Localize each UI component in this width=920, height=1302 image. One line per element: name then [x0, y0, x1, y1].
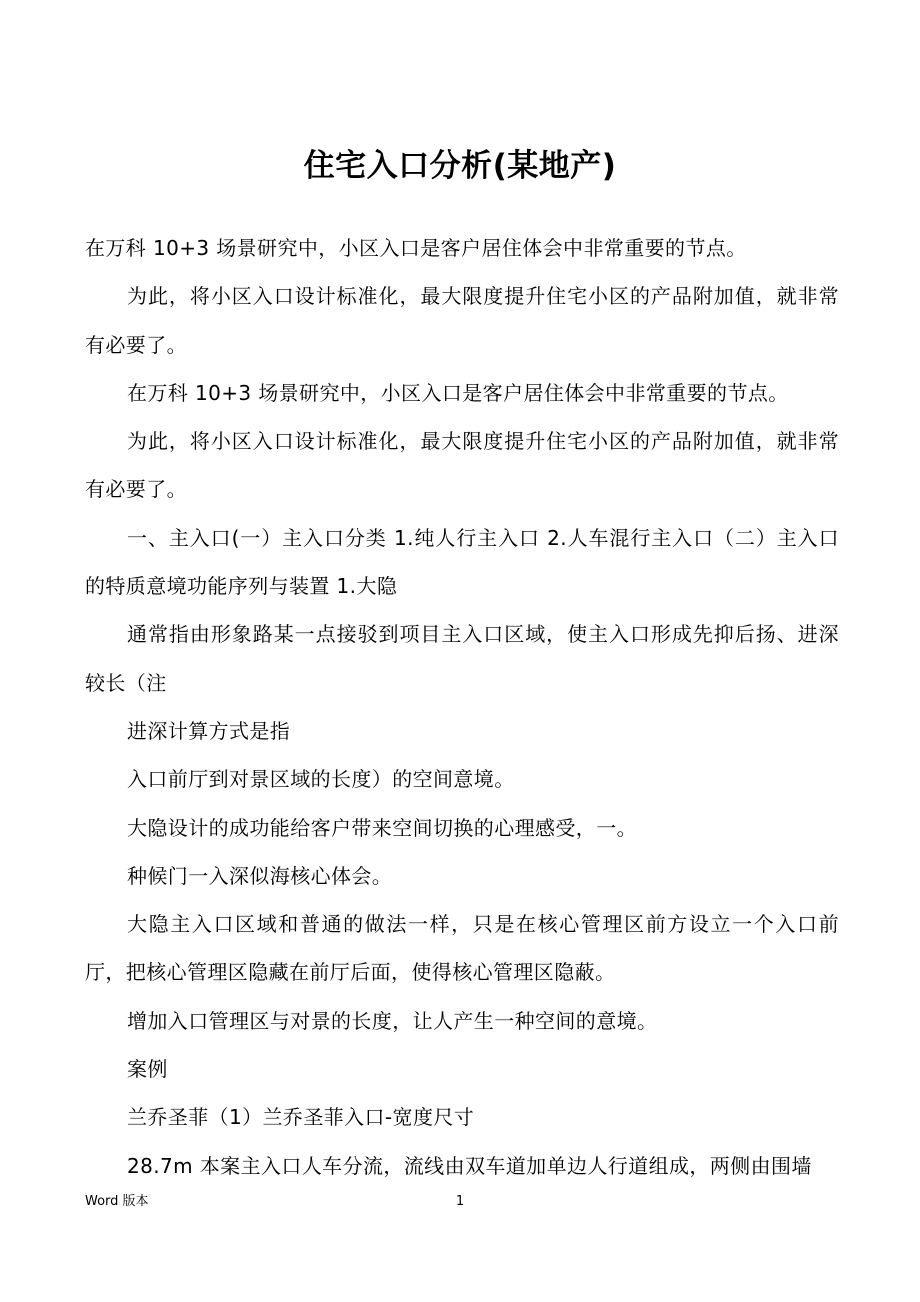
- paragraph: 通常指由形象路某一点接驳到项目主入口区域，使主入口形成先抑后扬、进深较长（注: [85, 622, 839, 695]
- paragraph: 增加入口管理区与对景的长度，让人产生一种空间的意境。: [127, 1008, 658, 1033]
- paragraph: 为此，将小区入口设计标准化，最大限度提升住宅小区的产品附加值，就非常有必要了。: [85, 429, 839, 502]
- document-title: 住宅入口分析(某地产): [303, 148, 617, 184]
- paragraph: 兰乔圣菲（1）兰乔圣菲入口-宽度尺寸: [127, 1105, 475, 1130]
- paragraph: 种候门一入深似海核心体会。: [127, 863, 393, 888]
- paragraph: 进深计算方式是指: [127, 718, 291, 743]
- paragraph: 案例: [127, 1057, 168, 1082]
- paragraph: 入口前厅到对景区域的长度）的空间意境。: [127, 767, 515, 792]
- document-body: [85, 224, 839, 1190]
- paragraph: 在万科 10+3 场景研究中，小区入口是客户居住体会中非常重要的节点。: [85, 236, 747, 260]
- paragraph: 28.7m 本案主入口人车分流，流线由双车道加单边人行道组成，两侧由围墙: [127, 1153, 812, 1178]
- paragraph: 一、主入口(一）主入口分类 1.纯人行主入口 2.人车混行主入口（二）主入口的特质意境功能序列与装置 1.大隐: [85, 525, 839, 599]
- footer-page-number: 1: [455, 1194, 465, 1209]
- paragraph: 大隐主入口区域和普通的做法一样，只是在核心管理区前方设立一个入口前厅，把核心管理区隐藏在前厅后面，使得核心管理区隐蔽。: [85, 912, 839, 985]
- footer-version-label: Word 版本: [85, 1194, 149, 1209]
- paragraph: 在万科 10+3 场景研究中，小区入口是客户居住体会中非常重要的节点。: [127, 380, 789, 405]
- paragraph: 为此，将小区入口设计标准化，最大限度提升住宅小区的产品附加值，就非常有必要了。: [85, 284, 839, 357]
- paragraph: 大隐设计的成功能给客户带来空间切换的心理感受，一。: [127, 815, 637, 840]
